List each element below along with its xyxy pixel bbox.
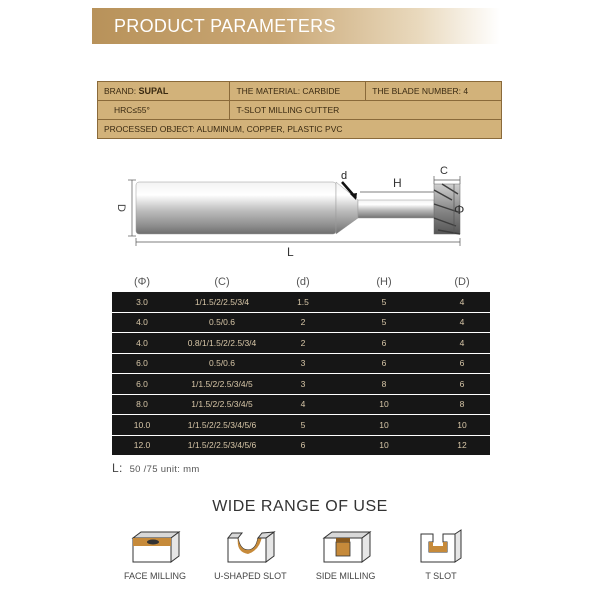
table-row (112, 313, 490, 334)
cell-h: 8 (381, 378, 387, 389)
cell-d-small: 2 (300, 317, 306, 328)
use-label: SIDE MILLING (315, 571, 376, 581)
cell-c: 0.5/0.6 (209, 317, 235, 328)
cell-phi: 8.0 (136, 399, 148, 410)
cutter-type-cell: T-SLOT MILLING CUTTER (230, 101, 502, 120)
cell-d-small: 3 (300, 378, 306, 389)
cell-d-big: 10 (457, 419, 467, 430)
brand-cell (98, 82, 230, 101)
cell-c: 1/1.5/2/2.5/3/4/5 (191, 378, 253, 389)
header-phi: (Φ) (133, 276, 151, 288)
cutter-neck (358, 200, 434, 218)
cell-c: 1/1.5/2/2.5/3/4/5/6 (187, 419, 257, 430)
page-title: PRODUCT PARAMETERS (114, 16, 336, 36)
use-label: U-SHAPED SLOT (214, 571, 287, 581)
table-row (112, 374, 490, 395)
cell-h: 6 (381, 337, 387, 348)
processed-object-cell: PROCESSED OBJECT: ALUMINUM, COPPER, PLASTIC PVC (98, 120, 502, 139)
dim-c-label: C (440, 165, 448, 177)
use-side-milling (303, 528, 389, 581)
length-label: L: (112, 461, 123, 475)
cell-h: 10 (379, 419, 389, 430)
table-row (112, 333, 490, 354)
cell-c: 0.8/1/1.5/2/2.5/3/4 (187, 337, 257, 348)
cell-d-small: 3 (300, 358, 306, 369)
use-t-slot (398, 528, 484, 581)
material-cell: THE MATERIAL: CARBIDE (230, 82, 366, 101)
dim-d-big-label: D (115, 204, 127, 212)
blade-number-cell: THE BLADE NUMBER: 4 (366, 82, 502, 101)
spec-table-header (112, 272, 490, 292)
cell-phi: 4.0 (136, 317, 148, 328)
cell-c: 1/1.5/2/2.5/3/4/5/6 (187, 440, 257, 451)
header-c: (C) (214, 276, 230, 288)
cell-h: 5 (381, 296, 387, 307)
cell-d-big: 8 (459, 399, 465, 410)
cell-h: 6 (381, 358, 387, 369)
table-row (112, 354, 490, 375)
cell-c: 0.5/0.6 (209, 358, 235, 369)
cell-phi: 10.0 (133, 419, 151, 430)
cell-h: 10 (379, 440, 389, 451)
use-label: FACE MILLING (123, 571, 186, 581)
cell-d-big: 4 (459, 317, 465, 328)
cutter-drawing (112, 160, 472, 258)
table-row (112, 415, 490, 436)
use-face-milling (112, 528, 198, 581)
cell-phi: 3.0 (136, 296, 148, 307)
table-row (112, 395, 490, 416)
length-unit-note (112, 461, 200, 475)
hrc-cell: HRC≤55° (98, 101, 230, 120)
brand-label: BRAND: (104, 86, 137, 96)
cell-phi: 6.0 (136, 378, 148, 389)
length-unit-text: 50 /75 unit: mm (129, 464, 200, 475)
cell-d-big: 4 (459, 296, 465, 307)
header-d-small: (d) (296, 276, 310, 288)
cell-phi: 4.0 (136, 337, 148, 348)
cell-d-big: 6 (459, 358, 465, 369)
header-d-big: (D) (454, 276, 470, 288)
uses-title: WIDE RANGE OF USE (212, 498, 388, 515)
dim-d-small-label: d (341, 170, 348, 182)
cell-d-small: 4 (300, 399, 306, 410)
brand-value: SUPAL (138, 86, 169, 96)
table-row (112, 436, 490, 457)
cutter-taper (336, 182, 358, 234)
cutter-shank (136, 182, 336, 234)
header-h: (H) (376, 276, 392, 288)
cell-d-big: 4 (459, 337, 465, 348)
cell-h: 10 (379, 399, 389, 410)
side-milling-icon (318, 528, 374, 566)
face-milling-icon (127, 528, 183, 566)
header-banner (92, 8, 500, 44)
table-row (112, 292, 490, 313)
cell-d-small: 1.5 (297, 296, 309, 307)
spec-table (112, 272, 490, 456)
cell-d-small: 2 (300, 337, 306, 348)
cell-c: 1/1.5/2/2.5/3/4 (194, 296, 250, 307)
dim-l-label: L (287, 245, 294, 258)
cell-d-small: 6 (300, 440, 306, 451)
use-u-shaped-slot (207, 528, 293, 581)
cell-phi: 6.0 (136, 358, 148, 369)
t-slot-icon (413, 528, 469, 566)
cell-h: 5 (381, 317, 387, 328)
use-label: T SLOT (425, 571, 457, 581)
dim-phi-label: Φ (454, 202, 465, 217)
uses-list (112, 528, 484, 581)
product-params-table (97, 81, 502, 139)
cell-d-big: 12 (457, 440, 467, 451)
cell-d-big: 6 (459, 378, 465, 389)
cell-c: 1/1.5/2/2.5/3/4/5 (191, 399, 253, 410)
cell-d-small: 5 (300, 419, 306, 430)
u-slot-icon (222, 528, 278, 566)
cell-phi: 12.0 (133, 440, 151, 451)
dim-h-label: H (393, 176, 402, 190)
